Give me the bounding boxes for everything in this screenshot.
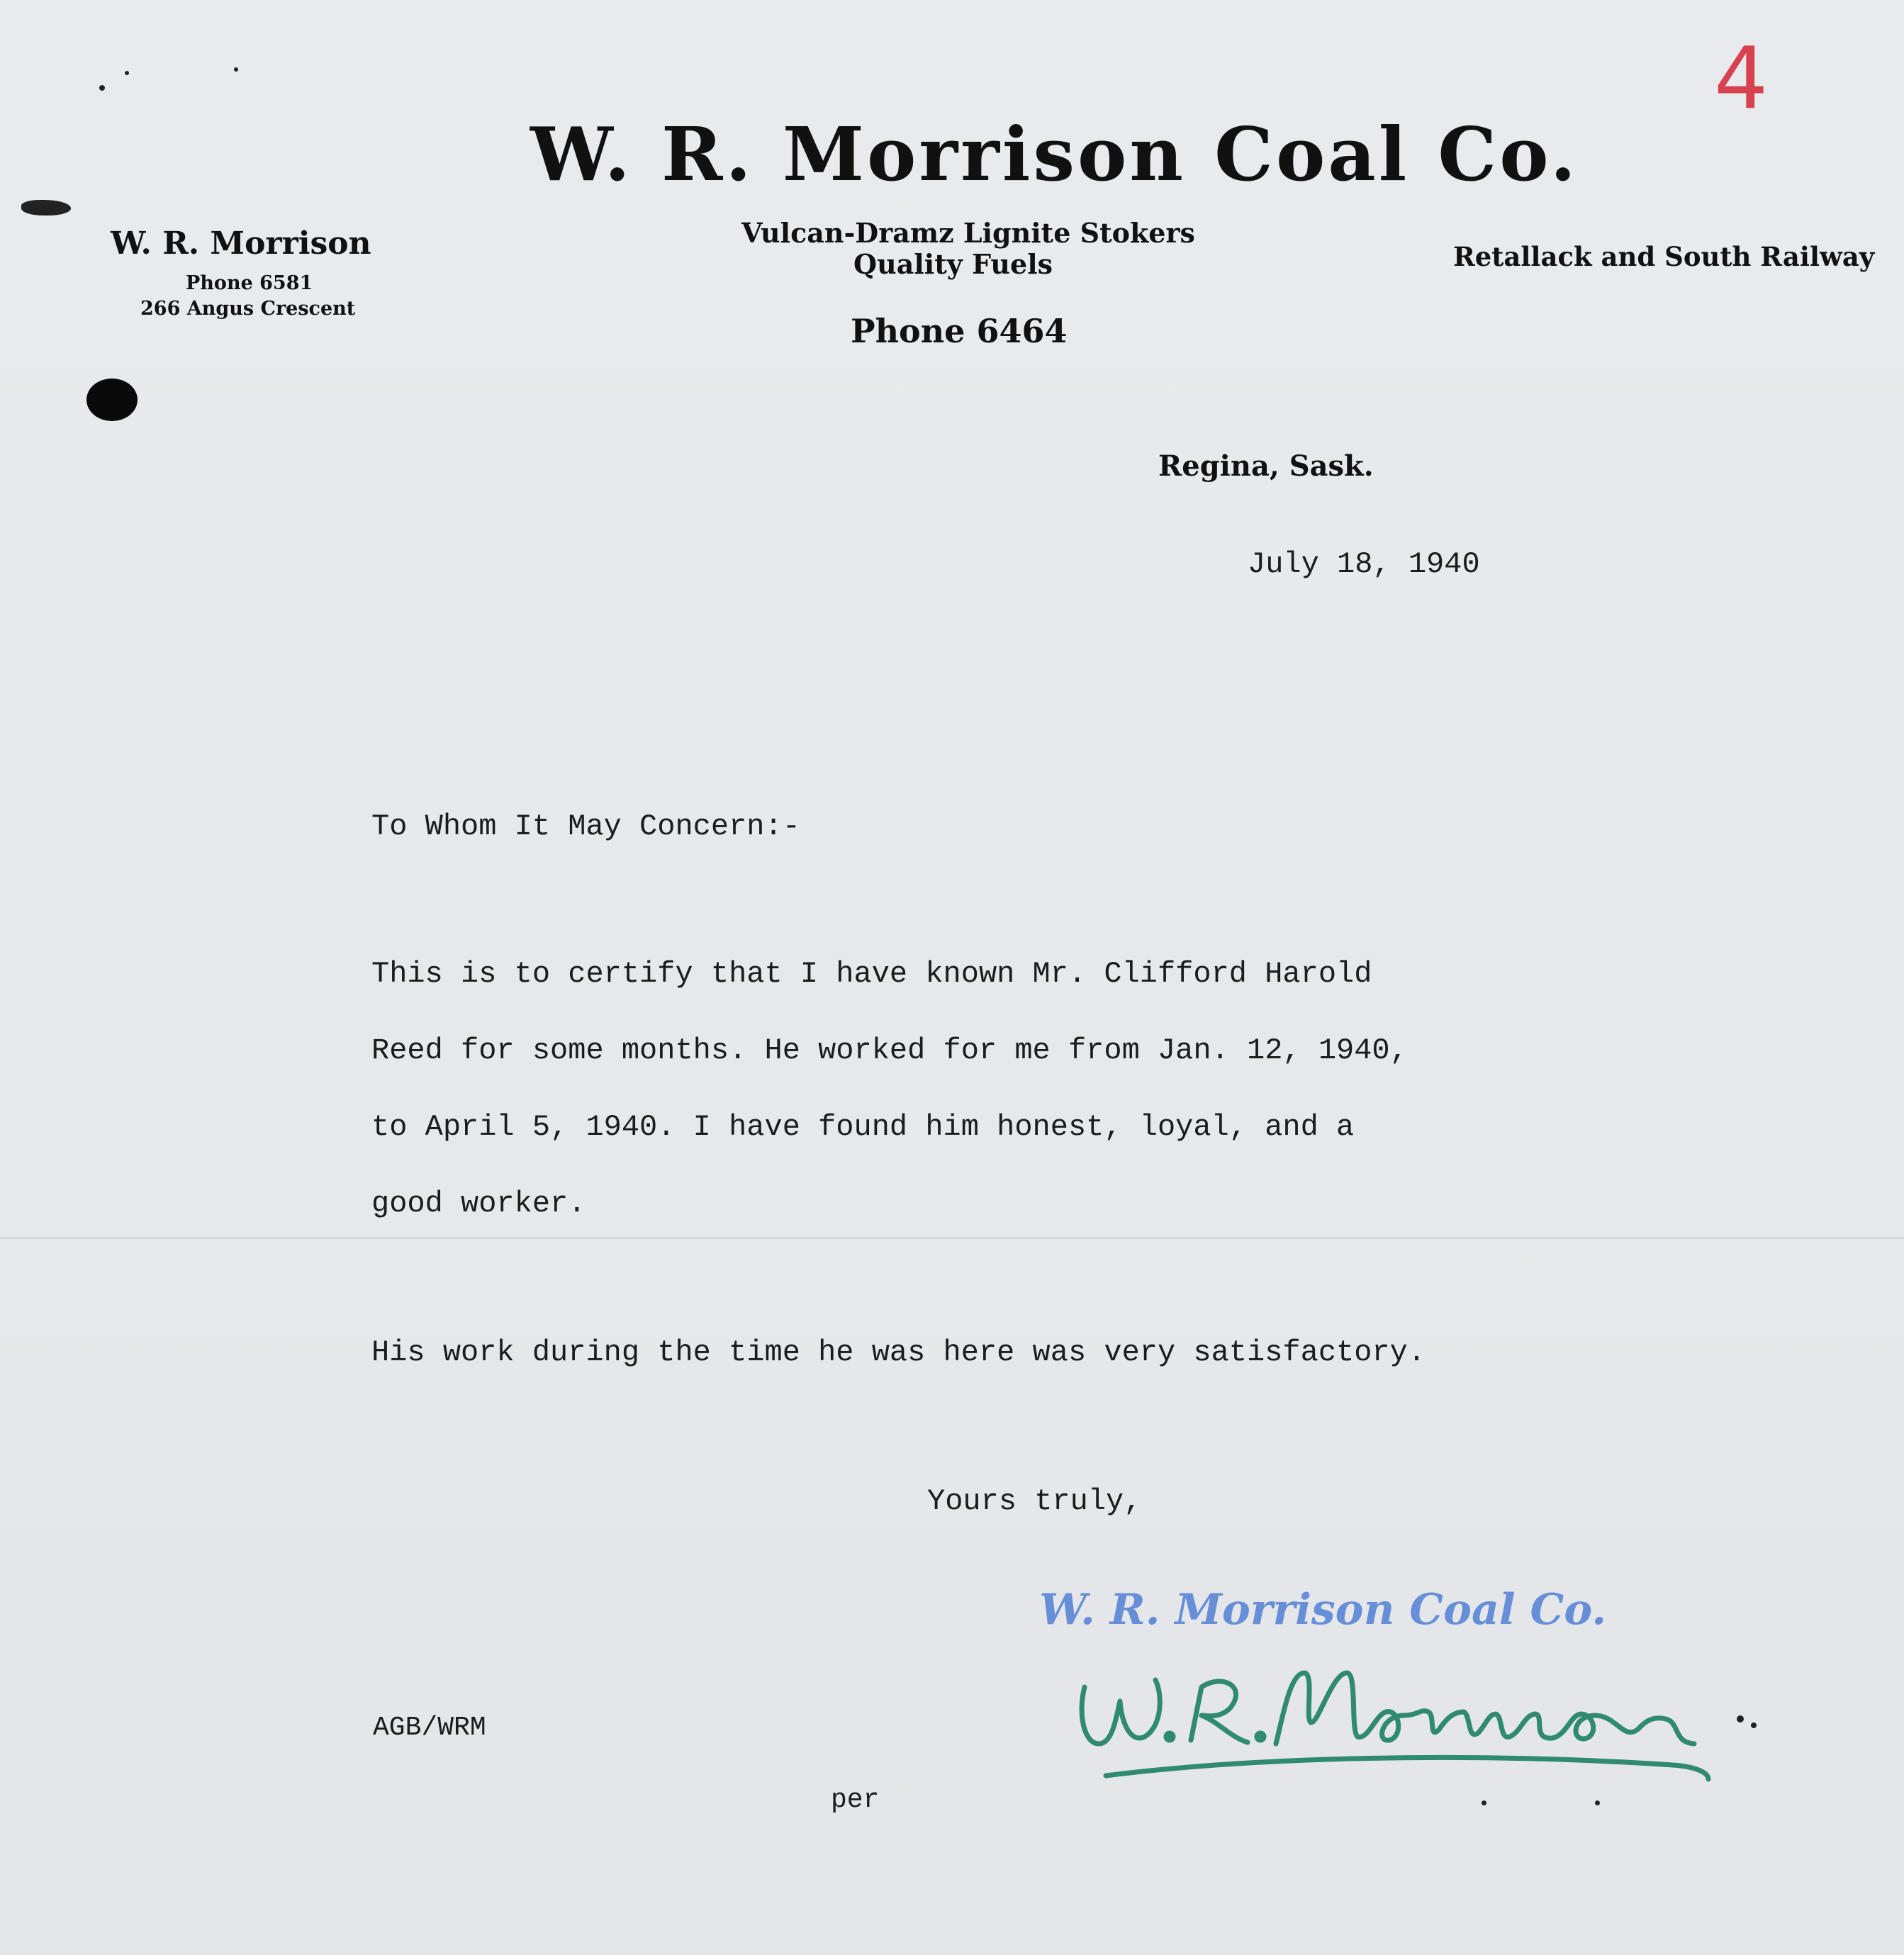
products-line-1: Vulcan-Dramz Lignite Stokers bbox=[741, 217, 1195, 249]
letterhead-phone: Phone 6464 bbox=[851, 312, 1068, 350]
salutation: To Whom It May Concern:- bbox=[371, 810, 800, 844]
letter-date: July 18, 1940 bbox=[1248, 547, 1480, 581]
letterhead-left-address: 266 Angus Crescent bbox=[140, 298, 356, 320]
paper-speck bbox=[21, 200, 71, 215]
company-name: W. R. Morrison Coal Co. bbox=[530, 111, 1579, 198]
paper-speck bbox=[99, 85, 105, 91]
closing: Yours truly, bbox=[927, 1484, 1142, 1518]
letterhead-right-text: Retallack and South Railway bbox=[1453, 241, 1875, 272]
paper-speck bbox=[1482, 1800, 1486, 1805]
letterhead-left-name: W. R. Morrison bbox=[111, 225, 371, 262]
company-stamp: W. R. Morrison Coal Co. bbox=[1039, 1585, 1607, 1635]
body-line: Reed for some months. He worked for me from Jan. 12, 1940, bbox=[371, 1033, 1408, 1068]
products-line-2: Quality Fuels bbox=[853, 248, 1053, 280]
typist-initials: AGB/WRM bbox=[373, 1713, 486, 1743]
letterhead-left-phone: Phone 6581 bbox=[186, 272, 313, 294]
page-number-annotation: 4 bbox=[1714, 30, 1769, 128]
body-line: to April 5, 1940. I have found him honest, loyal, and a bbox=[371, 1110, 1355, 1144]
paper-speck bbox=[234, 67, 238, 72]
body-line: good worker. bbox=[371, 1187, 586, 1221]
per-label: per bbox=[831, 1785, 880, 1815]
letterhead-location: Regina, Sask. bbox=[1158, 449, 1374, 483]
paper-speck bbox=[1595, 1800, 1600, 1805]
paper-speck bbox=[1751, 1722, 1757, 1728]
paper-speck bbox=[125, 71, 129, 75]
punch-hole bbox=[86, 379, 138, 421]
body-paragraph-2: His work during the time he was here was very satisfactory. bbox=[371, 1335, 1426, 1369]
body-line: This is to certify that I have known Mr. Clifford Harold bbox=[371, 957, 1372, 991]
handwritten-signature bbox=[1070, 1645, 1751, 1786]
fold-line bbox=[0, 1237, 1904, 1239]
